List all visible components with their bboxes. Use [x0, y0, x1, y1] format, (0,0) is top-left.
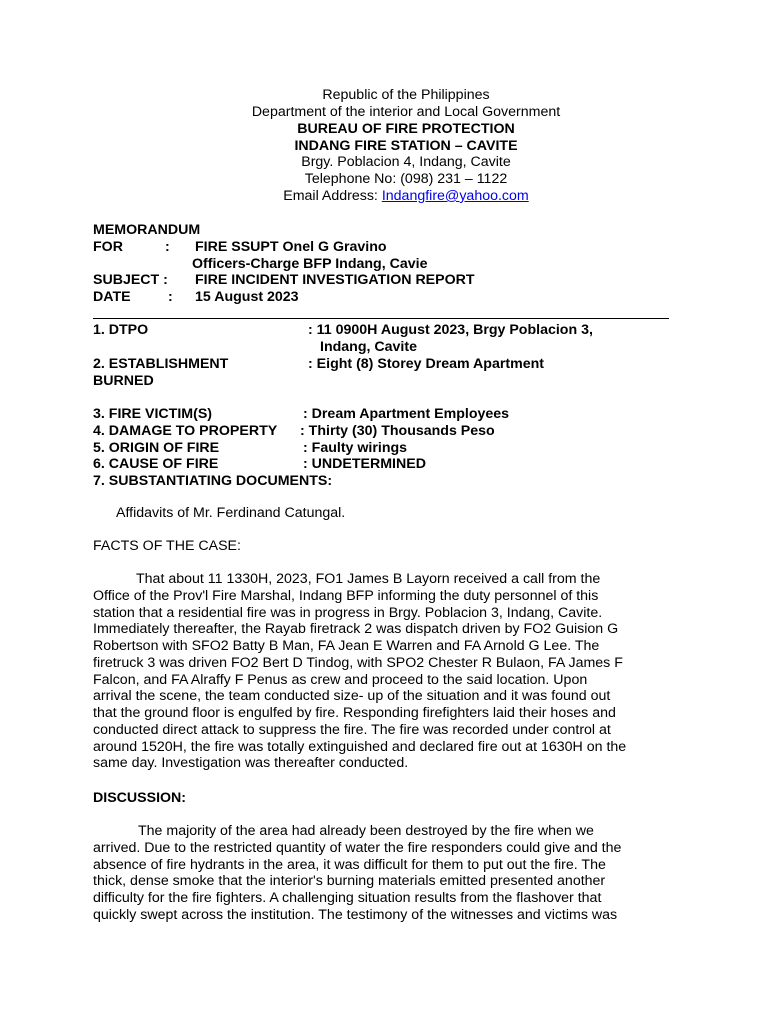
victim-label: 3. FIRE VICTIM(S) — [93, 406, 213, 422]
origin-label: 5. ORIGIN OF FIRE — [93, 440, 220, 456]
header-department: Department of the interior and Local Government — [251, 104, 561, 120]
facts-line: conducted direct attack to suppress the fire. The fire was recorded under control at — [93, 722, 611, 738]
facts-line: same day. Investigation was thereafter conducted. — [93, 755, 409, 771]
discussion-line: absence of fire hydrants in the area, it was difficult for them to put out the fire. The — [93, 857, 606, 873]
affidavits-text: Affidavits of Mr. Ferdinand Catungal. — [116, 505, 346, 521]
memo-title: MEMORANDUM — [93, 222, 201, 238]
email-link[interactable]: Indangfire@yahoo.com — [381, 188, 529, 204]
discussion-line: thick, dense smoke that the interior's burning materials emitted presented another — [93, 873, 606, 889]
facts-line: firetruck 3 was driven FO2 Bert D Tindog, with SPO2 Chester R Bulaon, FA James F — [93, 655, 623, 671]
facts-line: Office of the Prov'l Fire Marshal, Indang BFP informing the duty personnel of this — [93, 588, 599, 604]
dtpo-label: 1. DTPO — [93, 322, 149, 338]
facts-line: Falcon, and FA Alraffy F Penus as crew and proceed to the said location. Upon — [93, 672, 588, 688]
header-email-line — [0, 188, 768, 205]
facts-line: Robertson with SFO2 Batty B Man, FA Jean E Warren and FA Arnold G Lee. The — [93, 638, 600, 654]
subject-label: SUBJECT : — [93, 272, 168, 288]
facts-heading: FACTS OF THE CASE: — [93, 538, 241, 554]
for-label: FOR — [93, 239, 123, 255]
facts-line: That about 11 1330H, 2023, FO1 James B Layorn received a call from the — [136, 571, 601, 587]
separator-rule — [93, 318, 669, 319]
for-value-2: Officers-Charge BFP Indang, Cavie — [192, 256, 428, 272]
subject-value: FIRE INCIDENT INVESTIGATION REPORT — [195, 272, 475, 288]
establishment-label-2: BURNED — [93, 373, 154, 389]
email-label: Email Address: — [283, 188, 382, 204]
origin-value: : Faulty wirings — [303, 440, 408, 456]
discussion-line: difficulty for the fire fighters. A challenging situation results from the flashover that — [93, 890, 602, 906]
victim-value: : Dream Apartment Employees — [303, 406, 510, 422]
date-colon: : — [168, 289, 173, 305]
facts-line: arrival the scene, the team conducted size- up of the situation and it was found out — [93, 688, 611, 704]
header-telephone: Telephone No: (098) 231 – 1122 — [304, 171, 508, 187]
discussion-line: quickly swept across the institution. The testimony of the witnesses and victims was — [93, 907, 618, 923]
dtpo-value: : 11 0900H August 2023, Brgy Poblacion 3, — [308, 322, 593, 338]
discussion-line: arrived. Due to the restricted quantity of water the fire responders could give and the — [93, 840, 622, 856]
header-station: INDANG FIRE STATION – CAVITE — [294, 138, 518, 154]
establishment-value: : Eight (8) Storey Dream Apartment — [308, 356, 544, 372]
establishment-label: 2. ESTABLISHMENT — [93, 356, 229, 372]
date-label: DATE — [93, 289, 131, 305]
facts-line: station that a residential fire was in progress in Brgy. Poblacion 3, Indang, Cavite. — [93, 605, 603, 621]
header-address: Brgy. Poblacion 4, Indang, Cavite — [301, 154, 511, 170]
facts-line: Immediately thereafter, the Rayab firetrack 2 was dispatch driven by FO2 Guision G — [93, 621, 619, 637]
damage-value: : Thirty (30) Thousands Peso — [300, 423, 495, 439]
header-bureau: BUREAU OF FIRE PROTECTION — [297, 121, 515, 137]
for-value: FIRE SSUPT Onel G Gravino — [195, 239, 387, 255]
date-value: 15 August 2023 — [195, 289, 299, 305]
cause-label: 6. CAUSE OF FIRE — [93, 456, 219, 472]
dtpo-value-2: Indang, Cavite — [320, 339, 417, 355]
discussion-line: The majority of the area had already been destroyed by the fire when we — [138, 823, 594, 839]
documents-label: 7. SUBSTANTIATING DOCUMENTS: — [93, 473, 333, 489]
discussion-heading: DISCUSSION: — [93, 790, 187, 806]
for-colon: : — [165, 239, 170, 255]
facts-line: that the ground floor is engulfed by fire. Responding firefighters laid their hoses and — [93, 705, 616, 721]
header-republic: Republic of the Philippines — [322, 87, 490, 103]
facts-line: around 1520H, the fire was totally extinguished and declared fire out at 1630H on the — [93, 739, 627, 755]
cause-value: : UNDETERMINED — [303, 456, 426, 472]
damage-label: 4. DAMAGE TO PROPERTY — [93, 423, 278, 439]
